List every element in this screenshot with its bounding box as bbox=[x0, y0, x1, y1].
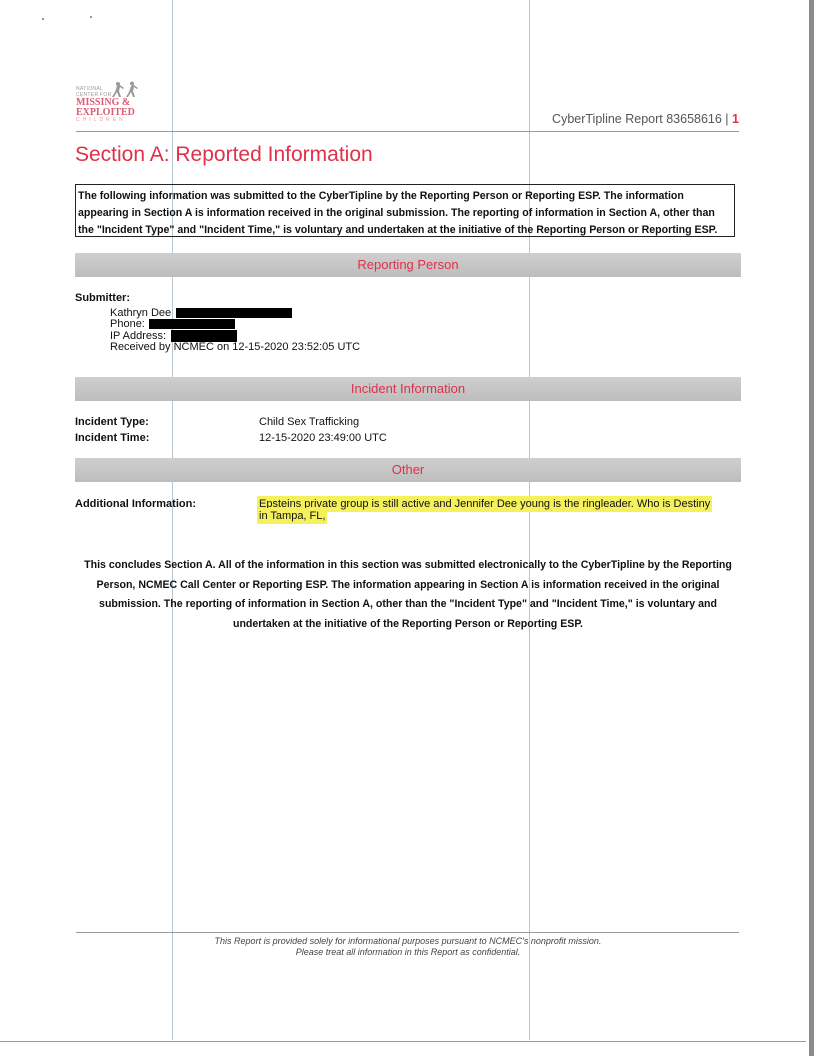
highlighted-text: Epsteins private group is still active and Jennifer Dee young is the ringleader. Who is Destiny bbox=[259, 498, 711, 510]
submitter-name: Kathryn Dee bbox=[110, 307, 172, 319]
received-timestamp: Received by NCMEC on 12-15-2020 23:52:05 UTC bbox=[110, 341, 361, 353]
section-bar-reporting-person: Reporting Person bbox=[75, 253, 741, 277]
footer-divider bbox=[76, 932, 739, 933]
scan-edge bbox=[809, 0, 814, 1056]
page-title: Section A: Reported Information bbox=[75, 143, 373, 166]
logo-text: EXPLOITED bbox=[76, 107, 135, 118]
highlighted-text: in Tampa, FL, bbox=[259, 510, 326, 522]
redaction-bar bbox=[149, 319, 235, 329]
logo-text: MISSING & bbox=[76, 97, 131, 108]
section-bar-other: Other bbox=[75, 458, 741, 482]
scan-speck bbox=[90, 16, 92, 18]
phone-row bbox=[110, 319, 360, 330]
notice-box: The following information was submitted to the CyberTipline by the Reporting Person or Reporting ESP. The information appearing in Section A is information received in the original submission. The reporting of information in Section A, other than the "Incident Type" and "Incident Time," is voluntary and undertaken at the initiative of the Reporting Person or Reporting ESP. bbox=[75, 184, 735, 237]
footer-line: Please treat all information in this Report as confidential. bbox=[295, 947, 521, 957]
additional-info-label: Additional Information: bbox=[75, 498, 196, 510]
page-number: 1 bbox=[732, 112, 739, 126]
report-number: CyberTipline Report 83658616 | bbox=[552, 112, 729, 126]
incident-type-label: Incident Type: bbox=[75, 416, 149, 428]
scan-edge bbox=[0, 1041, 806, 1042]
additional-info-value bbox=[259, 498, 739, 522]
section-bar-incident-information: Incident Information bbox=[75, 377, 741, 401]
conclusion-text: This concludes Section A. All of the information in this section was submitted electronically to the CyberTipline by the Reporting Person, NCMEC Call Center or Reporting ESP. The information appearing in Section A is information received in the original submission. The reporting of information in Section A, other than the "Incident Type" and "Incident Time," is voluntary and undertaken at the initiative of the Reporting Person or Reporting ESP. bbox=[84, 559, 732, 630]
incident-time-value: 12-15-2020 23:49:00 UTC bbox=[259, 432, 387, 444]
logo-text: CHILDREN bbox=[76, 117, 126, 123]
header-divider bbox=[76, 131, 739, 132]
logo-text: NATIONAL CENTER FOR bbox=[76, 86, 112, 98]
redaction-bar bbox=[176, 308, 292, 318]
ncmec-logo bbox=[76, 81, 168, 131]
incident-time-label: Incident Time: bbox=[75, 432, 150, 444]
footer bbox=[76, 936, 740, 958]
incident-type-value: Child Sex Trafficking bbox=[259, 416, 360, 428]
ip-label: IP Address: bbox=[110, 329, 167, 342]
report-id bbox=[552, 112, 739, 126]
phone-label: Phone: bbox=[110, 318, 145, 330]
scan-speck bbox=[42, 18, 44, 20]
submitter-label: Submitter: bbox=[75, 292, 130, 304]
footer-line: This Report is provided solely for informational purposes pursuant to NCMEC's nonprofit mission. bbox=[214, 936, 602, 946]
submitter-details bbox=[110, 308, 360, 353]
